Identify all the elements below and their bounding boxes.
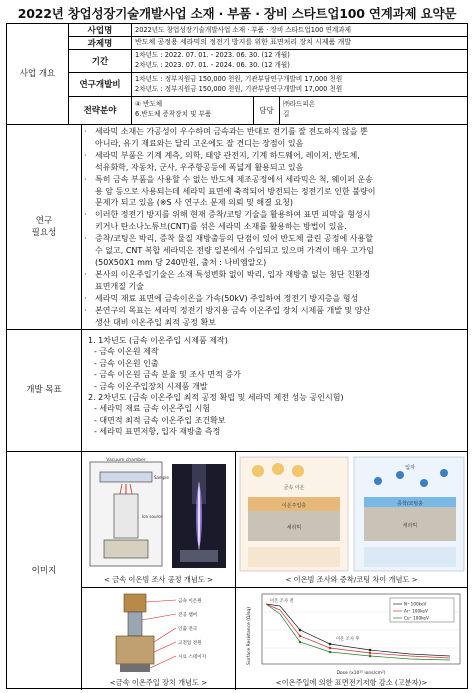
bullet-icon: · (84, 305, 87, 315)
need-list (82, 126, 468, 328)
task-name-label: 과제명 (87, 38, 113, 49)
goal-subitem: - 세라믹 재료 금속 이온주입 시험 (94, 404, 211, 414)
document-title: 2022년 창업성장기술개발사업 소재 · 부품 · 장비 스타트업100 연계과제 요약문 (17, 6, 457, 21)
org-value-1: ㈜라드피온 (283, 100, 316, 108)
need-item-line: 세라믹 재료 표면에 금속이온을 가속(50kV) 주입하여 정전기 방지층을 형성 (95, 293, 359, 303)
bullet-icon: · (84, 293, 87, 303)
machine-label-1: 금속 이온원 (178, 599, 202, 604)
need-item-line: 키거나 탄소나노튜브(CNT)를 섞은 세라믹 소재를 활용하는 방법이 있음. (95, 222, 347, 232)
bullet-icon: · (84, 127, 87, 136)
need-item-line: 본연구의 목표는 세라믹 정전기 방지용 금속 이온주입 장치 시제품 개발 및 양산 (95, 305, 371, 315)
need-item (82, 150, 468, 174)
project-name-value: 2022년도 창업성장기술개발사업 소재 · 부품 · 장비 스타트업100 연계과제 (135, 26, 351, 34)
need-item-line: 표면개질 기술 (95, 281, 144, 291)
caption-ion-implanter: <금속 이온주입 장치 개념도 > (109, 678, 208, 687)
goal-subitem: - 대면적 최적 금속 이온주입 조건확보 (94, 415, 226, 425)
period-year2: 2차년도 : 2023. 07. 01. - 2024. 06. 30. (12 개월) (135, 61, 290, 69)
need-item-line: 증착/코팅은 박리, 증착 물질 재방출등의 단점이 있어 반도체 클린 공정에 사용할 (95, 234, 373, 244)
row-divider (82, 587, 235, 588)
need-item (82, 269, 468, 293)
graph-ylabel: Surface Resistance (Ω/sq) (247, 607, 252, 665)
goal-subitem: - 금속 이온주입장치 시제품 개발 (94, 381, 208, 391)
goals-list (82, 335, 468, 438)
row-divider (235, 587, 468, 588)
graph-annotation-before: 이온 조사 전 (270, 599, 294, 604)
graph-xlabel: Dose (x10¹⁵ ions/cm²) (336, 671, 386, 676)
machine-label-4: 고전압 전원 (178, 641, 202, 646)
summary-table (6, 23, 468, 689)
need-item-line: 용 암 등으로 사용되는데 세라믹 표면에 축적되어 방전되는 정전기로 인한 불량이 (95, 186, 376, 196)
period-year1: 1차년도 : 2022. 07. 01. - 2023. 06. 30. (12 개월) (135, 51, 290, 59)
need-section-label (7, 124, 81, 329)
org-label: 담당 (259, 105, 274, 115)
ion-implanter-image (84, 590, 233, 676)
need-item (82, 174, 468, 210)
goal-heading: 1. 1차년도 (금속 이온주입 시제품 제작) (88, 336, 228, 345)
implant-layer-label: 이온주입층 (281, 503, 307, 509)
need-item-line: (50X50X1 mm 당 240만원, 출처 : 나비엠알오) (95, 257, 267, 267)
caption-surface-resistance: <이온주입에 의한 표면전기저항 감소 (고분자)> (275, 678, 428, 687)
machine-label-2: 진공 챔버 (178, 613, 198, 618)
graph-legend-2: Ar⁺ 100keV (404, 608, 428, 614)
goal-heading: 2. 2차년도 (금속 이온주입 최적 공정 확립 및 세라믹 제전 성능 공인시험) (88, 393, 344, 403)
need-item-line: 이러한 정전기 방지를 위해 현재 증착/코팅 기술을 활용하여 표면 피막을 형성시 (95, 210, 371, 220)
bullet-icon: · (84, 234, 87, 244)
goals-section-label: 개발 목표 (26, 385, 62, 395)
sample-label: Sample (154, 475, 169, 480)
need-item (82, 305, 468, 329)
need-item-line: 수 없고, CNT 복합 세라믹은 전량 일본에서 수입되고 있으며 가격이 매우 고가임 (95, 246, 374, 256)
need-label-line1: 연구 (35, 215, 53, 226)
col-divider (235, 451, 236, 690)
budget-year1: 1차년도 : 정부지원금 150,000 천원, 기관부담연구개발비 17,000 천원 (135, 75, 343, 83)
need-item (82, 293, 468, 305)
need-label-line2: 필요성 (31, 227, 57, 238)
task-name-value: 반도체 공정용 세라믹의 정전기 방지를 위한 표면처리 장치 시제품 개발 (135, 38, 352, 46)
ion-source-label: Ion source (142, 514, 163, 519)
metal-ion-label: 금속 이온 (283, 485, 305, 491)
need-item-line: 세라믹 부품은 기계 계측, 의학, 태양 관전지, 기계 하드웨어, 레이저, 반도체, (95, 150, 360, 160)
need-item-line: 생산 대비 이온주입 최적 공정 확보 (95, 317, 216, 327)
goal-subitem: - 금속 이온원 금속 분율 및 조사 면적 증가 (94, 370, 241, 380)
ceramic-label-2: 세라믹 (402, 523, 418, 529)
period-label: 기간 (91, 56, 109, 67)
strategy-label: 전략분야 (83, 106, 117, 116)
need-item-line: 세라믹 소재는 가공성이 우수하며 금속과는 반대로 전기를 잘 전도하지 않을 뿐 (95, 127, 368, 136)
budget-year2: 2차년도 : 정부지원금 150,000 천원, 기관부담연구개발비 17,000 천원 (135, 85, 343, 93)
goal-subitem: - 금속 이온원 제작 (94, 347, 159, 357)
ion-beam-process-image (84, 454, 233, 574)
bullet-icon: · (84, 150, 87, 160)
caption-ion-vs-coating: < 이온빔 조사와 증착/코팅 차이 개념도 > (285, 575, 418, 584)
graph-annotation-after: 이온 조사 후 (336, 637, 360, 642)
org-value-2: 길 (283, 110, 290, 118)
particle-label: 입자 (405, 465, 415, 471)
need-item (82, 209, 468, 233)
overview-section-label: 사업 개요 (19, 69, 56, 79)
bullet-icon: · (84, 269, 87, 279)
need-item-line: 본사의 이온주입기술은 소재 특성변화 없이 박리, 입자 재방출 없는 첨단 친환경 (95, 269, 371, 279)
graph-legend-3: Cu⁺ 100keV (404, 615, 429, 621)
need-item (82, 233, 468, 269)
caption-ion-beam-process: < 금속 이온빔 조사 공정 개념도 > (103, 575, 214, 584)
need-item-line: 아니라, 유기 재료와는 달리 고온에도 잘 견디는 장점이 있음 (95, 138, 304, 148)
budget-label: 연구개발비 (79, 80, 121, 90)
surface-resistance-graph (240, 590, 466, 678)
need-item (82, 126, 468, 150)
strategy-value-1: ④ 반도체 (135, 100, 163, 108)
graph-legend-1: N⁺ 100keV (404, 601, 427, 607)
need-item-line: 석유화학, 자동차, 군사, 우주항공등에 폭넓게 활용되고 있음 (95, 162, 304, 172)
project-name-label: 사업명 (87, 26, 113, 36)
bullet-icon: · (84, 210, 87, 220)
coating-layer-label: 증착/코팅층 (397, 501, 423, 507)
bullet-icon: · (84, 174, 87, 184)
vacuum-chamber-label: Vacuum chamber (106, 458, 146, 463)
ion-vs-coating-image (238, 455, 466, 573)
need-item-line: 특히 금속 부품을 사용할 수 없는 반도체 제조공정에서 세라믹은 척, 웨이퍼 운송 (95, 174, 373, 184)
goal-subitem: - 금속 이온원 인출 (94, 358, 159, 368)
goal-subitem: - 세라믹 표면저항, 입자 재방출 측정 (94, 427, 221, 437)
strategy-value-2: 6.반도체 증착장치 및 부품 (135, 110, 212, 118)
machine-label-3: 인출 전극 (178, 627, 198, 632)
images-section-label: 이미지 (31, 565, 57, 576)
ceramic-label-1: 세라믹 (286, 525, 302, 531)
need-item-line: 문제가 되고 있음 (※S 사 연구소 문제 의뢰 및 해결 요청) (95, 198, 294, 208)
machine-label-5: 시료 스테이지 (178, 655, 207, 660)
